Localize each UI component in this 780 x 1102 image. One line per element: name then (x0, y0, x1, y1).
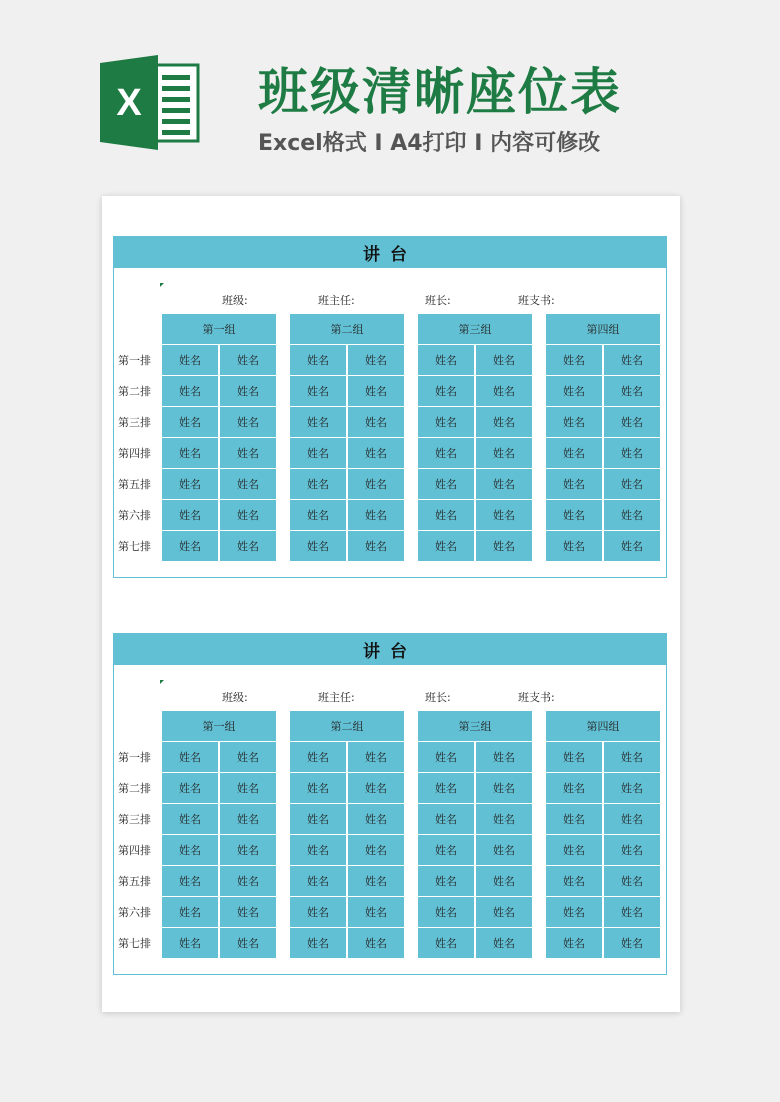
seat-cell[interactable]: 姓名 (290, 438, 346, 468)
seat-row (162, 407, 276, 437)
seat-cell[interactable]: 姓名 (418, 742, 474, 772)
seat-row (546, 835, 660, 865)
row-label: 第五排 (118, 478, 151, 491)
seat-cell[interactable]: 姓名 (476, 438, 532, 468)
class-field[interactable]: 班级: (222, 691, 248, 704)
seat-row (546, 804, 660, 834)
seat-cell[interactable]: 姓名 (546, 531, 602, 561)
seat-group (290, 314, 404, 562)
seat-cell[interactable]: 姓名 (348, 376, 404, 406)
seat-cell[interactable]: 姓名 (220, 500, 276, 530)
seat-cell[interactable]: 姓名 (348, 742, 404, 772)
seat-row (418, 866, 532, 896)
seat-cell[interactable]: 姓名 (348, 345, 404, 375)
seat-row (162, 928, 276, 958)
seat-cell[interactable]: 姓名 (476, 407, 532, 437)
seat-cell[interactable]: 姓名 (476, 835, 532, 865)
seat-group (546, 711, 660, 959)
svg-text:X: X (116, 82, 142, 124)
seat-row (546, 376, 660, 406)
seat-cell[interactable]: 姓名 (162, 469, 218, 499)
seat-cell[interactable]: 姓名 (348, 773, 404, 803)
seat-row (290, 835, 404, 865)
seat-cell[interactable]: 姓名 (604, 928, 660, 958)
seat-cell[interactable]: 姓名 (476, 928, 532, 958)
seat-row (290, 438, 404, 468)
row-label: 第七排 (118, 540, 151, 553)
seat-row (418, 469, 532, 499)
seat-cell[interactable]: 姓名 (604, 500, 660, 530)
seat-cell[interactable]: 姓名 (546, 804, 602, 834)
seat-row (290, 804, 404, 834)
seat-group (162, 314, 276, 562)
seat-row (418, 804, 532, 834)
seat-cell[interactable]: 姓名 (220, 804, 276, 834)
seat-row (162, 742, 276, 772)
seat-cell[interactable]: 姓名 (546, 500, 602, 530)
group-header: 第二组 (290, 711, 404, 741)
seat-cell[interactable]: 姓名 (418, 438, 474, 468)
cell-marker-icon (160, 680, 164, 684)
seat-row (546, 928, 660, 958)
row-label: 第四排 (118, 844, 151, 857)
seat-row (418, 407, 532, 437)
seat-cell[interactable]: 姓名 (162, 345, 218, 375)
seat-cell[interactable]: 姓名 (162, 407, 218, 437)
seat-cell[interactable]: 姓名 (604, 866, 660, 896)
seat-row (162, 469, 276, 499)
seat-cell[interactable]: 姓名 (546, 742, 602, 772)
seat-row (418, 531, 532, 561)
seat-cell[interactable]: 姓名 (418, 407, 474, 437)
seat-row (418, 345, 532, 375)
seat-cell[interactable]: 姓名 (220, 866, 276, 896)
seat-cell[interactable]: 姓名 (220, 897, 276, 927)
seat-cell[interactable]: 姓名 (290, 897, 346, 927)
seat-row (290, 897, 404, 927)
seat-cell[interactable]: 姓名 (418, 804, 474, 834)
seat-cell[interactable]: 姓名 (418, 773, 474, 803)
seat-cell[interactable]: 姓名 (290, 376, 346, 406)
seat-cell[interactable]: 姓名 (348, 469, 404, 499)
seat-row (546, 773, 660, 803)
seat-row (418, 500, 532, 530)
row-label: 第二排 (118, 782, 151, 795)
seat-cell[interactable]: 姓名 (220, 376, 276, 406)
seat-cell[interactable]: 姓名 (290, 742, 346, 772)
seat-row (162, 345, 276, 375)
seat-cell[interactable]: 姓名 (476, 804, 532, 834)
seat-row (290, 742, 404, 772)
seat-cell[interactable]: 姓名 (220, 928, 276, 958)
seat-cell[interactable]: 姓名 (418, 866, 474, 896)
seat-row (546, 469, 660, 499)
seat-cell[interactable]: 姓名 (604, 531, 660, 561)
row-label: 第二排 (118, 385, 151, 398)
seat-cell[interactable]: 姓名 (162, 773, 218, 803)
page-subtitle: Excel格式 I A4打印 I 内容可修改 (258, 131, 601, 156)
seat-cell[interactable]: 姓名 (220, 773, 276, 803)
seat-row (418, 928, 532, 958)
seat-row (418, 897, 532, 927)
seat-row (418, 376, 532, 406)
seat-cell[interactable]: 姓名 (162, 928, 218, 958)
row-label: 第一排 (118, 751, 151, 764)
seat-cell[interactable]: 姓名 (348, 835, 404, 865)
seat-cell[interactable]: 姓名 (546, 928, 602, 958)
seat-cell[interactable]: 姓名 (604, 469, 660, 499)
seat-cell[interactable]: 姓名 (162, 897, 218, 927)
group-header: 第四组 (546, 314, 660, 344)
seat-cell[interactable]: 姓名 (476, 500, 532, 530)
seat-cell[interactable]: 姓名 (162, 804, 218, 834)
seat-cell[interactable]: 姓名 (220, 835, 276, 865)
seat-cell[interactable]: 姓名 (220, 407, 276, 437)
monitor-field[interactable]: 班长: (425, 294, 451, 307)
seat-cell[interactable]: 姓名 (476, 866, 532, 896)
seat-row (162, 376, 276, 406)
seat-group (290, 711, 404, 959)
seat-cell[interactable]: 姓名 (348, 500, 404, 530)
row-label: 第六排 (118, 509, 151, 522)
seat-row (162, 897, 276, 927)
seat-cell[interactable]: 姓名 (604, 897, 660, 927)
seat-row (418, 438, 532, 468)
seat-row (546, 897, 660, 927)
seat-row (546, 500, 660, 530)
class-field[interactable]: 班级: (222, 294, 248, 307)
seat-row (162, 866, 276, 896)
podium-banner: 讲台 (114, 634, 666, 665)
seat-cell[interactable]: 姓名 (546, 866, 602, 896)
seat-cell[interactable]: 姓名 (418, 897, 474, 927)
seat-cell[interactable]: 姓名 (290, 407, 346, 437)
seat-group (418, 314, 532, 562)
seat-cell[interactable]: 姓名 (476, 345, 532, 375)
seat-row (162, 500, 276, 530)
seat-cell[interactable]: 姓名 (348, 866, 404, 896)
seat-row (290, 376, 404, 406)
group-header: 第一组 (162, 711, 276, 741)
seat-cell[interactable]: 姓名 (290, 804, 346, 834)
seat-cell[interactable]: 姓名 (290, 469, 346, 499)
seat-cell[interactable]: 姓名 (290, 345, 346, 375)
seat-cell[interactable]: 姓名 (546, 835, 602, 865)
seat-cell[interactable]: 姓名 (162, 531, 218, 561)
seat-cell[interactable]: 姓名 (418, 835, 474, 865)
seat-row (162, 773, 276, 803)
seat-row (546, 407, 660, 437)
seat-cell[interactable]: 姓名 (418, 928, 474, 958)
seat-row (290, 500, 404, 530)
seat-cell[interactable]: 姓名 (546, 345, 602, 375)
seat-row (546, 345, 660, 375)
seat-cell[interactable]: 姓名 (604, 376, 660, 406)
podium-banner: 讲台 (114, 237, 666, 268)
seat-cell[interactable]: 姓名 (604, 835, 660, 865)
group-header: 第三组 (418, 314, 532, 344)
seat-cell[interactable]: 姓名 (348, 438, 404, 468)
seat-cell[interactable]: 姓名 (476, 773, 532, 803)
seat-row (162, 835, 276, 865)
seat-cell[interactable]: 姓名 (476, 376, 532, 406)
seat-row (162, 804, 276, 834)
seat-cell[interactable]: 姓名 (604, 407, 660, 437)
seat-row (290, 345, 404, 375)
seat-row (418, 773, 532, 803)
seat-cell[interactable]: 姓名 (418, 500, 474, 530)
seat-cell[interactable]: 姓名 (546, 376, 602, 406)
seat-cell[interactable]: 姓名 (418, 376, 474, 406)
seat-group (418, 711, 532, 959)
seat-cell[interactable]: 姓名 (162, 866, 218, 896)
row-label: 第三排 (118, 416, 151, 429)
row-label: 第六排 (118, 906, 151, 919)
seat-cell[interactable]: 姓名 (476, 469, 532, 499)
seat-cell[interactable]: 姓名 (348, 897, 404, 927)
seat-cell[interactable]: 姓名 (546, 407, 602, 437)
seat-cell[interactable]: 姓名 (604, 438, 660, 468)
cell-marker-icon (160, 283, 164, 287)
seat-cell[interactable]: 姓名 (418, 345, 474, 375)
monitor-field[interactable]: 班长: (425, 691, 451, 704)
seat-cell[interactable]: 姓名 (348, 407, 404, 437)
seat-row (546, 438, 660, 468)
document-paper (102, 196, 680, 1012)
row-label: 第一排 (118, 354, 151, 367)
seat-cell[interactable]: 姓名 (348, 928, 404, 958)
seat-cell[interactable]: 姓名 (604, 742, 660, 772)
seat-row (290, 928, 404, 958)
seat-cell[interactable]: 姓名 (546, 773, 602, 803)
seat-cell[interactable]: 姓名 (546, 438, 602, 468)
seating-sheet (113, 236, 667, 578)
seat-row (418, 835, 532, 865)
row-label: 第五排 (118, 875, 151, 888)
seat-cell[interactable]: 姓名 (476, 742, 532, 772)
seat-cell[interactable]: 姓名 (162, 438, 218, 468)
seat-cell[interactable]: 姓名 (162, 500, 218, 530)
seat-group (162, 711, 276, 959)
seat-cell[interactable]: 姓名 (220, 469, 276, 499)
seat-row (546, 531, 660, 561)
seat-cell[interactable]: 姓名 (348, 804, 404, 834)
seat-cell[interactable]: 姓名 (476, 531, 532, 561)
teacher-field[interactable]: 班主任: (318, 691, 355, 704)
group-header: 第二组 (290, 314, 404, 344)
group-header: 第三组 (418, 711, 532, 741)
teacher-field[interactable]: 班主任: (318, 294, 355, 307)
seat-group (546, 314, 660, 562)
page-title: 班级清晰座位表 (258, 63, 622, 121)
seat-row (290, 469, 404, 499)
seat-cell[interactable]: 姓名 (290, 500, 346, 530)
seat-cell[interactable]: 姓名 (290, 866, 346, 896)
excel-logo-icon (100, 55, 200, 150)
seating-sheet (113, 633, 667, 975)
seat-cell[interactable]: 姓名 (220, 345, 276, 375)
row-label: 第三排 (118, 813, 151, 826)
seat-row (290, 866, 404, 896)
seat-cell[interactable]: 姓名 (220, 531, 276, 561)
seat-cell[interactable]: 姓名 (604, 804, 660, 834)
group-header: 第一组 (162, 314, 276, 344)
seat-cell[interactable]: 姓名 (546, 469, 602, 499)
seat-row (546, 866, 660, 896)
seat-cell[interactable]: 姓名 (604, 773, 660, 803)
seat-cell[interactable]: 姓名 (162, 376, 218, 406)
seat-cell[interactable]: 姓名 (290, 928, 346, 958)
seat-row (290, 773, 404, 803)
seat-row (290, 407, 404, 437)
seat-cell[interactable]: 姓名 (162, 742, 218, 772)
seat-cell[interactable]: 姓名 (290, 835, 346, 865)
seat-cell[interactable]: 姓名 (348, 531, 404, 561)
seat-cell[interactable]: 姓名 (162, 835, 218, 865)
seat-cell[interactable]: 姓名 (290, 773, 346, 803)
seat-cell[interactable]: 姓名 (290, 531, 346, 561)
seat-row (546, 742, 660, 772)
seat-cell[interactable]: 姓名 (418, 469, 474, 499)
seat-row (162, 438, 276, 468)
seat-cell[interactable]: 姓名 (220, 438, 276, 468)
seat-cell[interactable]: 姓名 (418, 531, 474, 561)
seat-row (290, 531, 404, 561)
seat-cell[interactable]: 姓名 (476, 897, 532, 927)
seat-cell[interactable]: 姓名 (546, 897, 602, 927)
secretary-field[interactable]: 班支书: (518, 294, 555, 307)
row-label: 第四排 (118, 447, 151, 460)
seat-cell[interactable]: 姓名 (220, 742, 276, 772)
row-label: 第七排 (118, 937, 151, 950)
seat-row (162, 531, 276, 561)
group-header: 第四组 (546, 711, 660, 741)
seat-cell[interactable]: 姓名 (604, 345, 660, 375)
seat-row (418, 742, 532, 772)
secretary-field[interactable]: 班支书: (518, 691, 555, 704)
